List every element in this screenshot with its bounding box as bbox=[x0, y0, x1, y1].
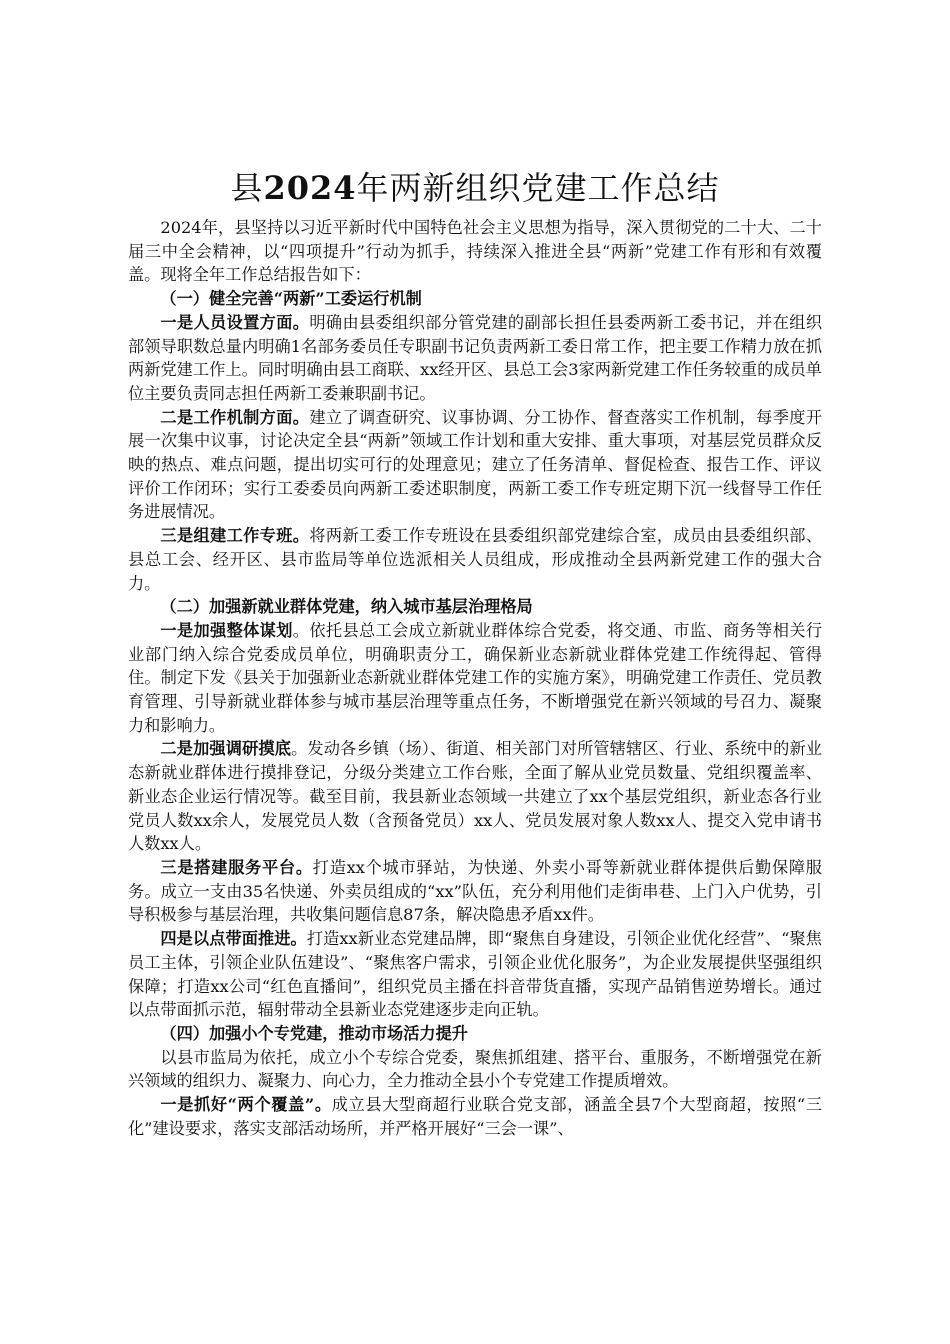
section2-paragraph-2 bbox=[128, 737, 822, 856]
section1-p3-lead: 三是组建工作专班。 bbox=[160, 526, 310, 546]
title-year: 2024 bbox=[263, 169, 357, 207]
section2-paragraph-3 bbox=[128, 856, 822, 927]
section2-p4-lead: 四是以点带面推进。 bbox=[160, 929, 307, 949]
section1-paragraph-1 bbox=[128, 311, 822, 406]
section1-heading: （一）健全完善“两新”工委运行机制 bbox=[160, 289, 422, 309]
section2-p4-text: 打造xx新业态党建品牌，即“聚焦自身建设，引领企业优化经营”、“聚焦员工主体，引领企业队伍建设”、“聚焦客户需求，引领企业优化服务”，为企业发展提供坚强组织保障；打造xx公司“红色直播间”，组织党员主播在抖音带货直播，实现产品销售逆势增长。通过以点带面抓示范，辐射带动全县新业态党建逐步走向正轨。 bbox=[128, 929, 822, 1020]
section1-p1-text: 明确由县委组织部分管党建的副部长担任县委两新工委书记，并在组织部领导职数总量内明确1名部务委员任专职副书记负责两新工委日常工作，把主要工作精力放在抓两新党建工作上。同时明确由县工商联、xx经开区、县总工会3家两新党建工作任务较重的成员单位主要负责同志担任两新工委兼职副书记。 bbox=[128, 312, 823, 403]
section2-paragraph-4 bbox=[128, 927, 822, 1022]
section2-p3-text: 打造xx个城市驿站，为快递、外卖小哥等新就业群体提供后勤保障服务。成立一支由35名快递、外卖员组成的“xx”队伍，充分利用他们走街串巷、上门入户优势，引导积极参与基层治理，共收集问题信息87条，解决隐患矛盾xx件。 bbox=[128, 857, 822, 925]
section1-p2-lead: 二是工作机制方面。 bbox=[160, 407, 310, 427]
section2-p1-text: 。依托县总工会成立新就业群体综合党委，将交通、市监、商务等相关行业部门纳入综合党委成员单位，明确职责分工，确保新业态新就业群体党建工作统得起、管得住。制定下发《县关于加强新业态新就业群体党建工作的实施方案》，明确党建工作责任、党员教育管理、引导新就业群体参与城市基层治理等重点任务，不断增强党在新兴领域的号召力、凝聚力和影响力。 bbox=[128, 620, 823, 735]
section2-p2-lead: 二是加强调研摸底 bbox=[160, 739, 292, 759]
section1-paragraph-2 bbox=[128, 406, 822, 525]
section2-p3-lead: 三是搭建服务平台。 bbox=[160, 857, 313, 877]
section2-heading: （二）加强新就业群体党建，纳入城市基层治理格局 bbox=[160, 597, 533, 617]
section1-p2-text: 建立了调查研究、议事协调、分工协作、督查落实工作机制，每季度开展一次集中议事，讨论决定全县“两新”领域工作计划和重大安排、重大事项，对基层党员群众反映的热点、难点问题，提出切实可行的处理意见；建立了任务清单、督促检查、报告工作、评议评价工作闭环；实行工委委员向两新工委述职制度，两新工委工作专班定期下沉一线督导工作任务进展情况。 bbox=[128, 407, 823, 522]
intro-paragraph: 2024年，县坚持以习近平新时代中国特色社会主义思想为指导，深入贯彻党的二十大、二十届三中全会精神，以“四项提升”行动为抓手，持续深入推进全县“两新”党建工作有形和有效覆盖。现将全年工作总结报告如下： bbox=[128, 218, 822, 285]
section2-paragraph-1 bbox=[128, 619, 822, 738]
section4-paragraph-0: 以县市监局为依托，成立小个专综合党委，聚焦抓组建、搭平台、重服务，不断增强党在新兴领域的组织力、凝聚力、向心力，全力推动全县小个专党建工作提质增效。 bbox=[128, 1047, 822, 1091]
section1-p3-text: 将两新工委工作专班设在县委组织部党建综合室，成员由县委组织部、县总工会、经开区、县市监局等单位选派相关人员组成，形成推动全县两新党建工作的强大合力。 bbox=[128, 526, 823, 593]
section4-heading: （四）加强小个专党建，推动市场活力提升 bbox=[160, 1023, 468, 1043]
section2-p2-text: 。发动各乡镇（场）、街道、相关部门对所管辖辖区、行业、系统中的新业态新就业群体进行摸排登记，分级分类建立工作台账，全面了解从业党员数量、党组织覆盖率、新业态企业运行情况等。截至目前，我县新业态领域一共建立了xx个基层党组织，新业态各行业党员人数xx余人，发展党员人数（含预备党员）xx人、党员发展对象人数xx人、提交入党申请书人数xx人。 bbox=[128, 739, 822, 854]
title-suffix: 年两新组织党建工作总结 bbox=[356, 169, 720, 207]
section1-paragraph-3 bbox=[128, 524, 822, 595]
section4-p1-text: 成立县大型商超行业联合党支部，涵盖全县7个大型商超，按照“三化”建设要求，落实支部活动场所，并严格开展好“三会一课”、 bbox=[128, 1095, 823, 1138]
title-prefix: 县 bbox=[230, 169, 264, 207]
document-page bbox=[128, 166, 822, 1140]
document-title bbox=[128, 166, 822, 210]
section4-paragraph-1 bbox=[128, 1093, 822, 1140]
section1-p1-lead: 一是人员设置方面。 bbox=[160, 312, 310, 332]
section2-p1-lead: 一是加强整体谋划 bbox=[160, 620, 293, 640]
section4-p1-lead: 一是抓好“两个覆盖”。 bbox=[160, 1095, 332, 1115]
